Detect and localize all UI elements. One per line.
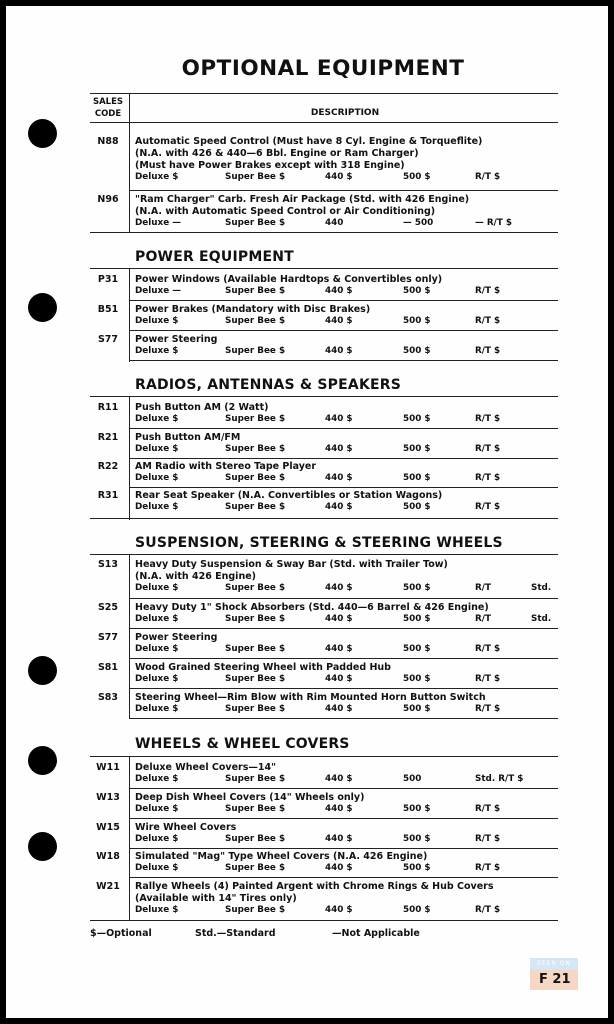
price-cell: R/T $ — [475, 473, 501, 483]
price-cell: R/T $ — [475, 444, 501, 454]
page-title: OPTIONAL EQUIPMENT — [181, 56, 465, 81]
price-cell: Deluxe $ — [135, 774, 179, 784]
description-line: Rear Seat Speaker (N.A. Convertibles or Station Wagons) — [135, 490, 443, 501]
price-cell: 440 $ — [325, 863, 353, 873]
price-cell: Super Bee $ — [225, 863, 286, 873]
sales-code: R21 — [97, 432, 119, 443]
description-line: Simulated "Mag" Type Wheel Covers (N.A. 426 Engine) — [135, 851, 428, 862]
sales-code: W21 — [96, 881, 120, 892]
price-cell: 500 $ — [403, 674, 431, 684]
price-cell: Deluxe — — [135, 218, 182, 228]
sales-code: N88 — [97, 136, 119, 147]
price-cell: Super Bee $ — [225, 218, 286, 228]
price-cell: R/T $ — [475, 644, 501, 654]
price-cell: Super Bee $ — [225, 644, 286, 654]
price-cell: R/T — [475, 583, 491, 593]
price-line — [135, 172, 565, 184]
block-rule — [90, 232, 558, 233]
price-line — [135, 316, 565, 328]
price-cell: Deluxe $ — [135, 905, 179, 915]
section-heading: WHEELS & WHEEL COVERS — [135, 736, 350, 752]
block-top-rule — [90, 554, 558, 555]
price-cell: 440 $ — [325, 172, 353, 182]
column-divider — [129, 93, 130, 232]
price-cell: Deluxe $ — [135, 346, 179, 356]
price-line — [135, 834, 565, 846]
price-cell: Deluxe — — [135, 286, 182, 296]
description-line: (N.A. with 426 Engine) — [135, 571, 256, 582]
price-cell: Super Bee $ — [225, 834, 286, 844]
price-cell: 440 $ — [325, 444, 353, 454]
description-line: Automatic Speed Control (Must have 8 Cyl. Engine & Torqueflite) — [135, 136, 483, 147]
column-divider — [129, 554, 130, 718]
price-cell: 440 $ — [325, 316, 353, 326]
price-cell: 500 $ — [403, 804, 431, 814]
sales-code-header: SALES CODE — [92, 97, 124, 119]
description-line: "Ram Charger" Carb. Fresh Air Package (Std. with 426 Engine) — [135, 194, 470, 205]
description-line: Deluxe Wheel Covers—14" — [135, 762, 277, 773]
price-cell: Super Bee $ — [225, 614, 286, 624]
price-cell: Deluxe $ — [135, 414, 179, 424]
price-cell: Super Bee $ — [225, 172, 286, 182]
price-cell: R/T $ — [475, 346, 501, 356]
description-line: Push Button AM/FM — [135, 432, 241, 443]
header-rule — [90, 122, 558, 123]
description-line: Power Steering — [135, 632, 218, 643]
description-line: Heavy Duty 1" Shock Absorbers (Std. 440—6 Barrel & 426 Engine) — [135, 602, 489, 613]
price-cell: Super Bee $ — [225, 583, 286, 593]
price-cell: 440 $ — [325, 583, 353, 593]
block-rule — [90, 920, 558, 921]
price-line — [135, 644, 565, 656]
description-line: AM Radio with Stereo Tape Player — [135, 461, 317, 472]
description-line: Heavy Duty Suspension & Sway Bar (Std. with Trailer Tow) — [135, 559, 448, 570]
price-cell: 500 $ — [403, 502, 431, 512]
binder-hole — [28, 119, 57, 148]
price-cell: Deluxe $ — [135, 704, 179, 714]
price-cell: Deluxe $ — [135, 674, 179, 684]
price-cell: R/T $ — [475, 414, 501, 424]
row-rule — [129, 818, 558, 819]
price-cell: 440 $ — [325, 473, 353, 483]
price-cell: 500 $ — [403, 172, 431, 182]
column-divider — [129, 756, 130, 920]
price-line — [135, 286, 565, 298]
description-line: Power Brakes (Mandatory with Disc Brakes) — [135, 304, 371, 315]
row-rule — [129, 190, 558, 191]
price-cell: Deluxe $ — [135, 473, 179, 483]
price-cell: 440 $ — [325, 674, 353, 684]
sales-code: R31 — [97, 490, 119, 501]
price-line — [135, 614, 565, 626]
description-line: Steering Wheel—Rim Blow with Rim Mounted Horn Button Switch — [135, 692, 486, 703]
block-top-rule — [90, 756, 558, 757]
column-divider — [129, 396, 130, 520]
price-line — [135, 346, 565, 358]
price-cell: Deluxe $ — [135, 583, 179, 593]
binder-hole — [28, 656, 57, 685]
sales-code: S81 — [97, 662, 119, 673]
price-cell: 440 — [325, 218, 344, 228]
block-top-rule — [90, 396, 558, 397]
sales-code: S25 — [97, 602, 119, 613]
column-divider — [129, 268, 130, 362]
price-cell: 500 — [403, 774, 422, 784]
binder-hole — [28, 832, 57, 861]
price-cell: Super Bee $ — [225, 316, 286, 326]
row-rule — [129, 788, 558, 789]
table-top-rule — [90, 93, 558, 94]
description-line: Deep Dish Wheel Covers (14" Wheels only) — [135, 792, 365, 803]
price-cell: 500 $ — [403, 704, 431, 714]
price-cell: R/T $ — [475, 804, 501, 814]
price-line — [135, 583, 565, 595]
description-line: (Must have Power Brakes except with 318 Engine) — [135, 160, 405, 171]
legend-not-applicable: —Not Applicable — [332, 928, 420, 939]
section-heading: SUSPENSION, STEERING & STEERING WHEELS — [135, 535, 503, 551]
price-line — [135, 863, 565, 875]
price-cell: 440 $ — [325, 614, 353, 624]
price-cell: Super Bee $ — [225, 905, 286, 915]
price-cell: 440 $ — [325, 774, 353, 784]
sales-code: R22 — [97, 461, 119, 472]
block-top-rule — [90, 268, 558, 269]
price-cell: 440 $ — [325, 905, 353, 915]
price-line — [135, 804, 565, 816]
sales-code: W15 — [96, 822, 120, 833]
description-line: Wire Wheel Covers — [135, 822, 237, 833]
description-header: DESCRIPTION — [310, 108, 380, 118]
price-cell: Deluxe $ — [135, 172, 179, 182]
row-rule — [129, 598, 558, 599]
price-cell: 440 $ — [325, 834, 353, 844]
legend-optional: $—Optional — [90, 928, 152, 939]
price-line — [135, 218, 565, 230]
sales-code: S83 — [97, 692, 119, 703]
sales-code: W13 — [96, 792, 120, 803]
row-rule — [129, 628, 558, 629]
price-cell: 500 $ — [403, 614, 431, 624]
price-cell: 500 $ — [403, 444, 431, 454]
price-line — [135, 414, 565, 426]
page-number: F 21 — [539, 972, 571, 987]
price-cell: Super Bee $ — [225, 286, 286, 296]
price-cell: 440 $ — [325, 644, 353, 654]
description-line: Rallye Wheels (4) Painted Argent with Chrome Rings & Hub Covers — [135, 881, 494, 892]
price-cell: 440 $ — [325, 804, 353, 814]
price-cell: Deluxe $ — [135, 863, 179, 873]
price-cell: Super Bee $ — [225, 674, 286, 684]
price-cell: Super Bee $ — [225, 346, 286, 356]
sales-code: R11 — [97, 402, 119, 413]
price-cell: Deluxe $ — [135, 316, 179, 326]
legend-standard: Std.—Standard — [195, 928, 276, 939]
row-rule — [129, 658, 558, 659]
section-heading: POWER EQUIPMENT — [135, 249, 294, 265]
price-cell: R/T $ — [475, 172, 501, 182]
price-cell: Std. — [531, 583, 552, 593]
price-cell: 440 $ — [325, 286, 353, 296]
price-cell: 440 $ — [325, 502, 353, 512]
sales-code: S77 — [97, 334, 119, 345]
price-line — [135, 473, 565, 485]
description-line: Power Steering — [135, 334, 218, 345]
price-cell: Super Bee $ — [225, 774, 286, 784]
price-cell: 500 $ — [403, 414, 431, 424]
price-cell: 500 $ — [403, 644, 431, 654]
description-line: Push Button AM (2 Watt) — [135, 402, 269, 413]
price-cell: Std. — [531, 614, 552, 624]
price-cell: R/T $ — [475, 905, 501, 915]
section-heading: RADIOS, ANTENNAS & SPEAKERS — [135, 377, 402, 393]
price-cell: R/T $ — [475, 502, 501, 512]
price-cell: 500 $ — [403, 286, 431, 296]
price-cell: Std. R/T $ — [475, 774, 524, 784]
price-cell: R/T $ — [475, 863, 501, 873]
price-cell: 500 $ — [403, 834, 431, 844]
sales-code: B51 — [97, 304, 119, 315]
row-rule — [129, 688, 558, 689]
price-cell: Super Bee $ — [225, 444, 286, 454]
binder-hole — [28, 746, 57, 775]
sales-code: S77 — [97, 632, 119, 643]
row-rule — [129, 300, 558, 301]
price-cell: Deluxe $ — [135, 644, 179, 654]
price-cell: R/T — [475, 614, 491, 624]
row-rule — [129, 718, 558, 719]
price-cell: R/T $ — [475, 316, 501, 326]
price-line — [135, 502, 565, 514]
price-cell: R/T $ — [475, 834, 501, 844]
row-rule — [129, 360, 558, 361]
sales-code: W11 — [96, 762, 120, 773]
price-cell: R/T $ — [475, 674, 501, 684]
row-rule — [129, 487, 558, 488]
description-line: (N.A. with Automatic Speed Control or Air Conditioning) — [135, 206, 436, 217]
description-line: (Available with 14" Tires only) — [135, 893, 297, 904]
price-cell: Deluxe $ — [135, 804, 179, 814]
description-line: Wood Grained Steering Wheel with Padded Hub — [135, 662, 391, 673]
row-rule — [129, 428, 558, 429]
price-cell: Super Bee $ — [225, 804, 286, 814]
price-cell: 440 $ — [325, 346, 353, 356]
row-rule — [90, 518, 558, 519]
price-cell: 500 $ — [403, 473, 431, 483]
price-cell: Deluxe $ — [135, 444, 179, 454]
row-rule — [129, 330, 558, 331]
price-cell: Deluxe $ — [135, 502, 179, 512]
price-cell: — 500 — [403, 218, 434, 228]
price-cell: Super Bee $ — [225, 414, 286, 424]
price-cell: 500 $ — [403, 905, 431, 915]
row-rule — [129, 877, 558, 878]
sales-code: P31 — [97, 274, 119, 285]
price-cell: 500 $ — [403, 346, 431, 356]
description-line: (N.A. with 426 & 440—6 Bbl. Engine or Ram Charger) — [135, 148, 419, 159]
price-cell: 500 $ — [403, 316, 431, 326]
price-line — [135, 674, 565, 686]
price-line — [135, 704, 565, 716]
price-line — [135, 444, 565, 456]
price-cell: Deluxe $ — [135, 834, 179, 844]
price-cell: Super Bee $ — [225, 473, 286, 483]
price-cell: 440 $ — [325, 704, 353, 714]
price-cell: 440 $ — [325, 414, 353, 424]
description-line: Power Windows (Available Hardtops & Convertibles only) — [135, 274, 443, 285]
row-rule — [129, 458, 558, 459]
price-cell: 500 $ — [403, 863, 431, 873]
price-cell: Deluxe $ — [135, 614, 179, 624]
price-cell: Super Bee $ — [225, 704, 286, 714]
price-cell: — R/T $ — [475, 218, 513, 228]
price-cell: Super Bee $ — [225, 502, 286, 512]
price-line — [135, 774, 565, 786]
sales-code: W18 — [96, 851, 120, 862]
price-line — [135, 905, 565, 917]
sales-code: S13 — [97, 559, 119, 570]
row-rule — [129, 848, 558, 849]
stamp-label: SEEN ON — [530, 958, 578, 970]
price-cell: R/T $ — [475, 704, 501, 714]
sales-code: N96 — [97, 194, 119, 205]
price-cell: 500 $ — [403, 583, 431, 593]
price-cell: R/T $ — [475, 286, 501, 296]
binder-hole — [28, 293, 57, 322]
